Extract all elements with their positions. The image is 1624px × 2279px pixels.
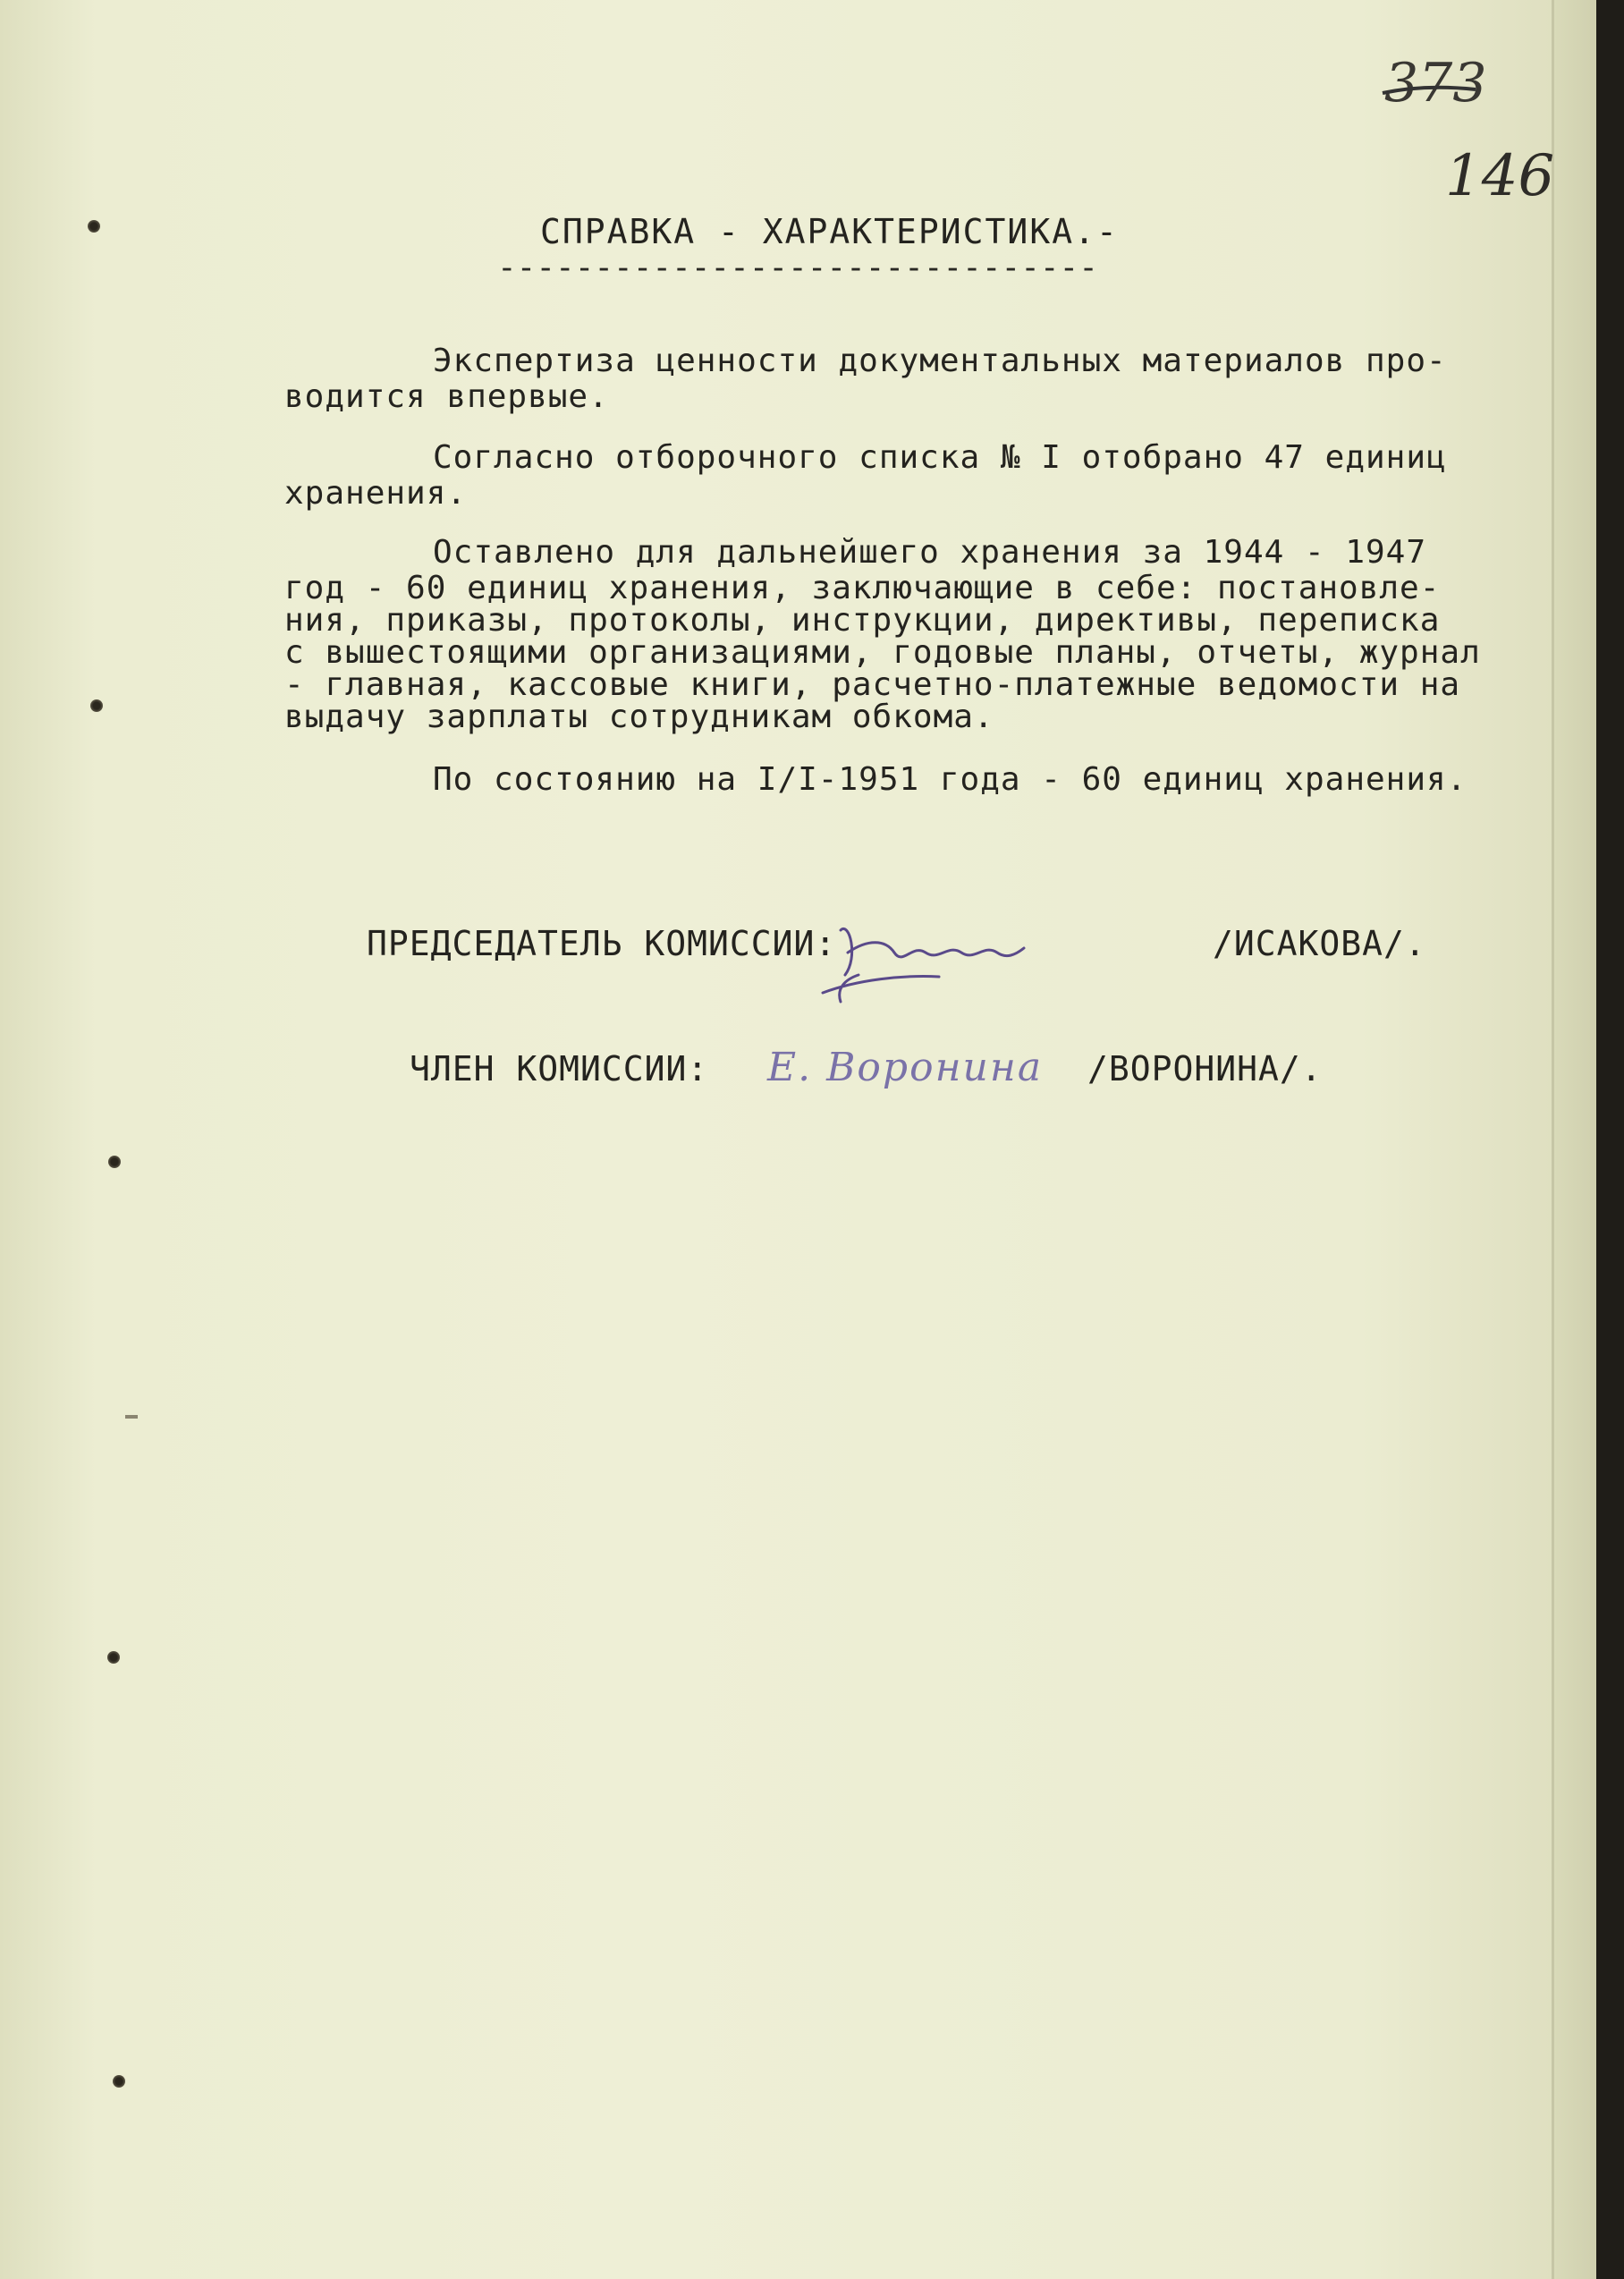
member-name: /ВОРОНИНА/. [1087, 1049, 1323, 1089]
binder-hole [90, 699, 103, 712]
paragraph-3-line-6: выдачу зарплаты сотрудникам обкома. [284, 699, 994, 735]
paragraph-3-line-5: - главная, кассовые книги, расчетно-платежные ведомости на [284, 666, 1461, 703]
member-role-label: ЧЛЕН КОМИССИИ: [410, 1049, 709, 1089]
scan-background-strip [1596, 0, 1624, 2279]
binder-hole [107, 1651, 120, 1664]
paragraph-1-line-2: водится впервые. [284, 378, 609, 415]
archive-page-number: 146 [1445, 143, 1555, 209]
binder-hole [108, 1156, 121, 1168]
title-underline: ------------------------------- [497, 250, 1098, 286]
chairman-role-label: ПРЕДСЕДАТЕЛЬ КОМИССИИ: [367, 924, 837, 963]
paragraph-2-line-2: хранения. [284, 475, 468, 512]
paragraph-3-line-2: год - 60 единиц хранения, заключающие в себе: постановле- [284, 570, 1441, 606]
binder-hole [88, 220, 100, 233]
margin-mark [125, 1415, 138, 1419]
binder-hole [113, 2075, 125, 2088]
archive-page-number-crossed: 373 [1384, 52, 1487, 114]
member-signature: Е. Воронина [767, 1045, 1044, 1090]
paragraph-1-line-1: Экспертиза ценности документальных материалов про- [433, 343, 1447, 379]
chairman-signature [805, 903, 1037, 1020]
paragraph-4-line-1: По состоянию на I/I-1951 года - 60 единиц хранения. [433, 761, 1468, 798]
paragraph-3-line-4: с вышестоящими организациями, годовые планы, отчеты, журнал [284, 634, 1481, 671]
page-edge [1552, 0, 1599, 2279]
strikethrough-mark [1381, 82, 1479, 100]
paragraph-2-line-1: Согласно отборочного списка № I отобрано 47 единиц [433, 439, 1447, 476]
paragraph-3-line-1: Оставлено для дальнейшего хранения за 1944 - 1947 [433, 534, 1427, 571]
paragraph-3-line-3: ния, приказы, протоколы, инструкции, директивы, переписка [284, 602, 1441, 639]
chairman-name: /ИСАКОВА/. [1213, 924, 1426, 963]
document-title: СПРАВКА - ХАРАКТЕРИСТИКА.- [540, 212, 1119, 251]
